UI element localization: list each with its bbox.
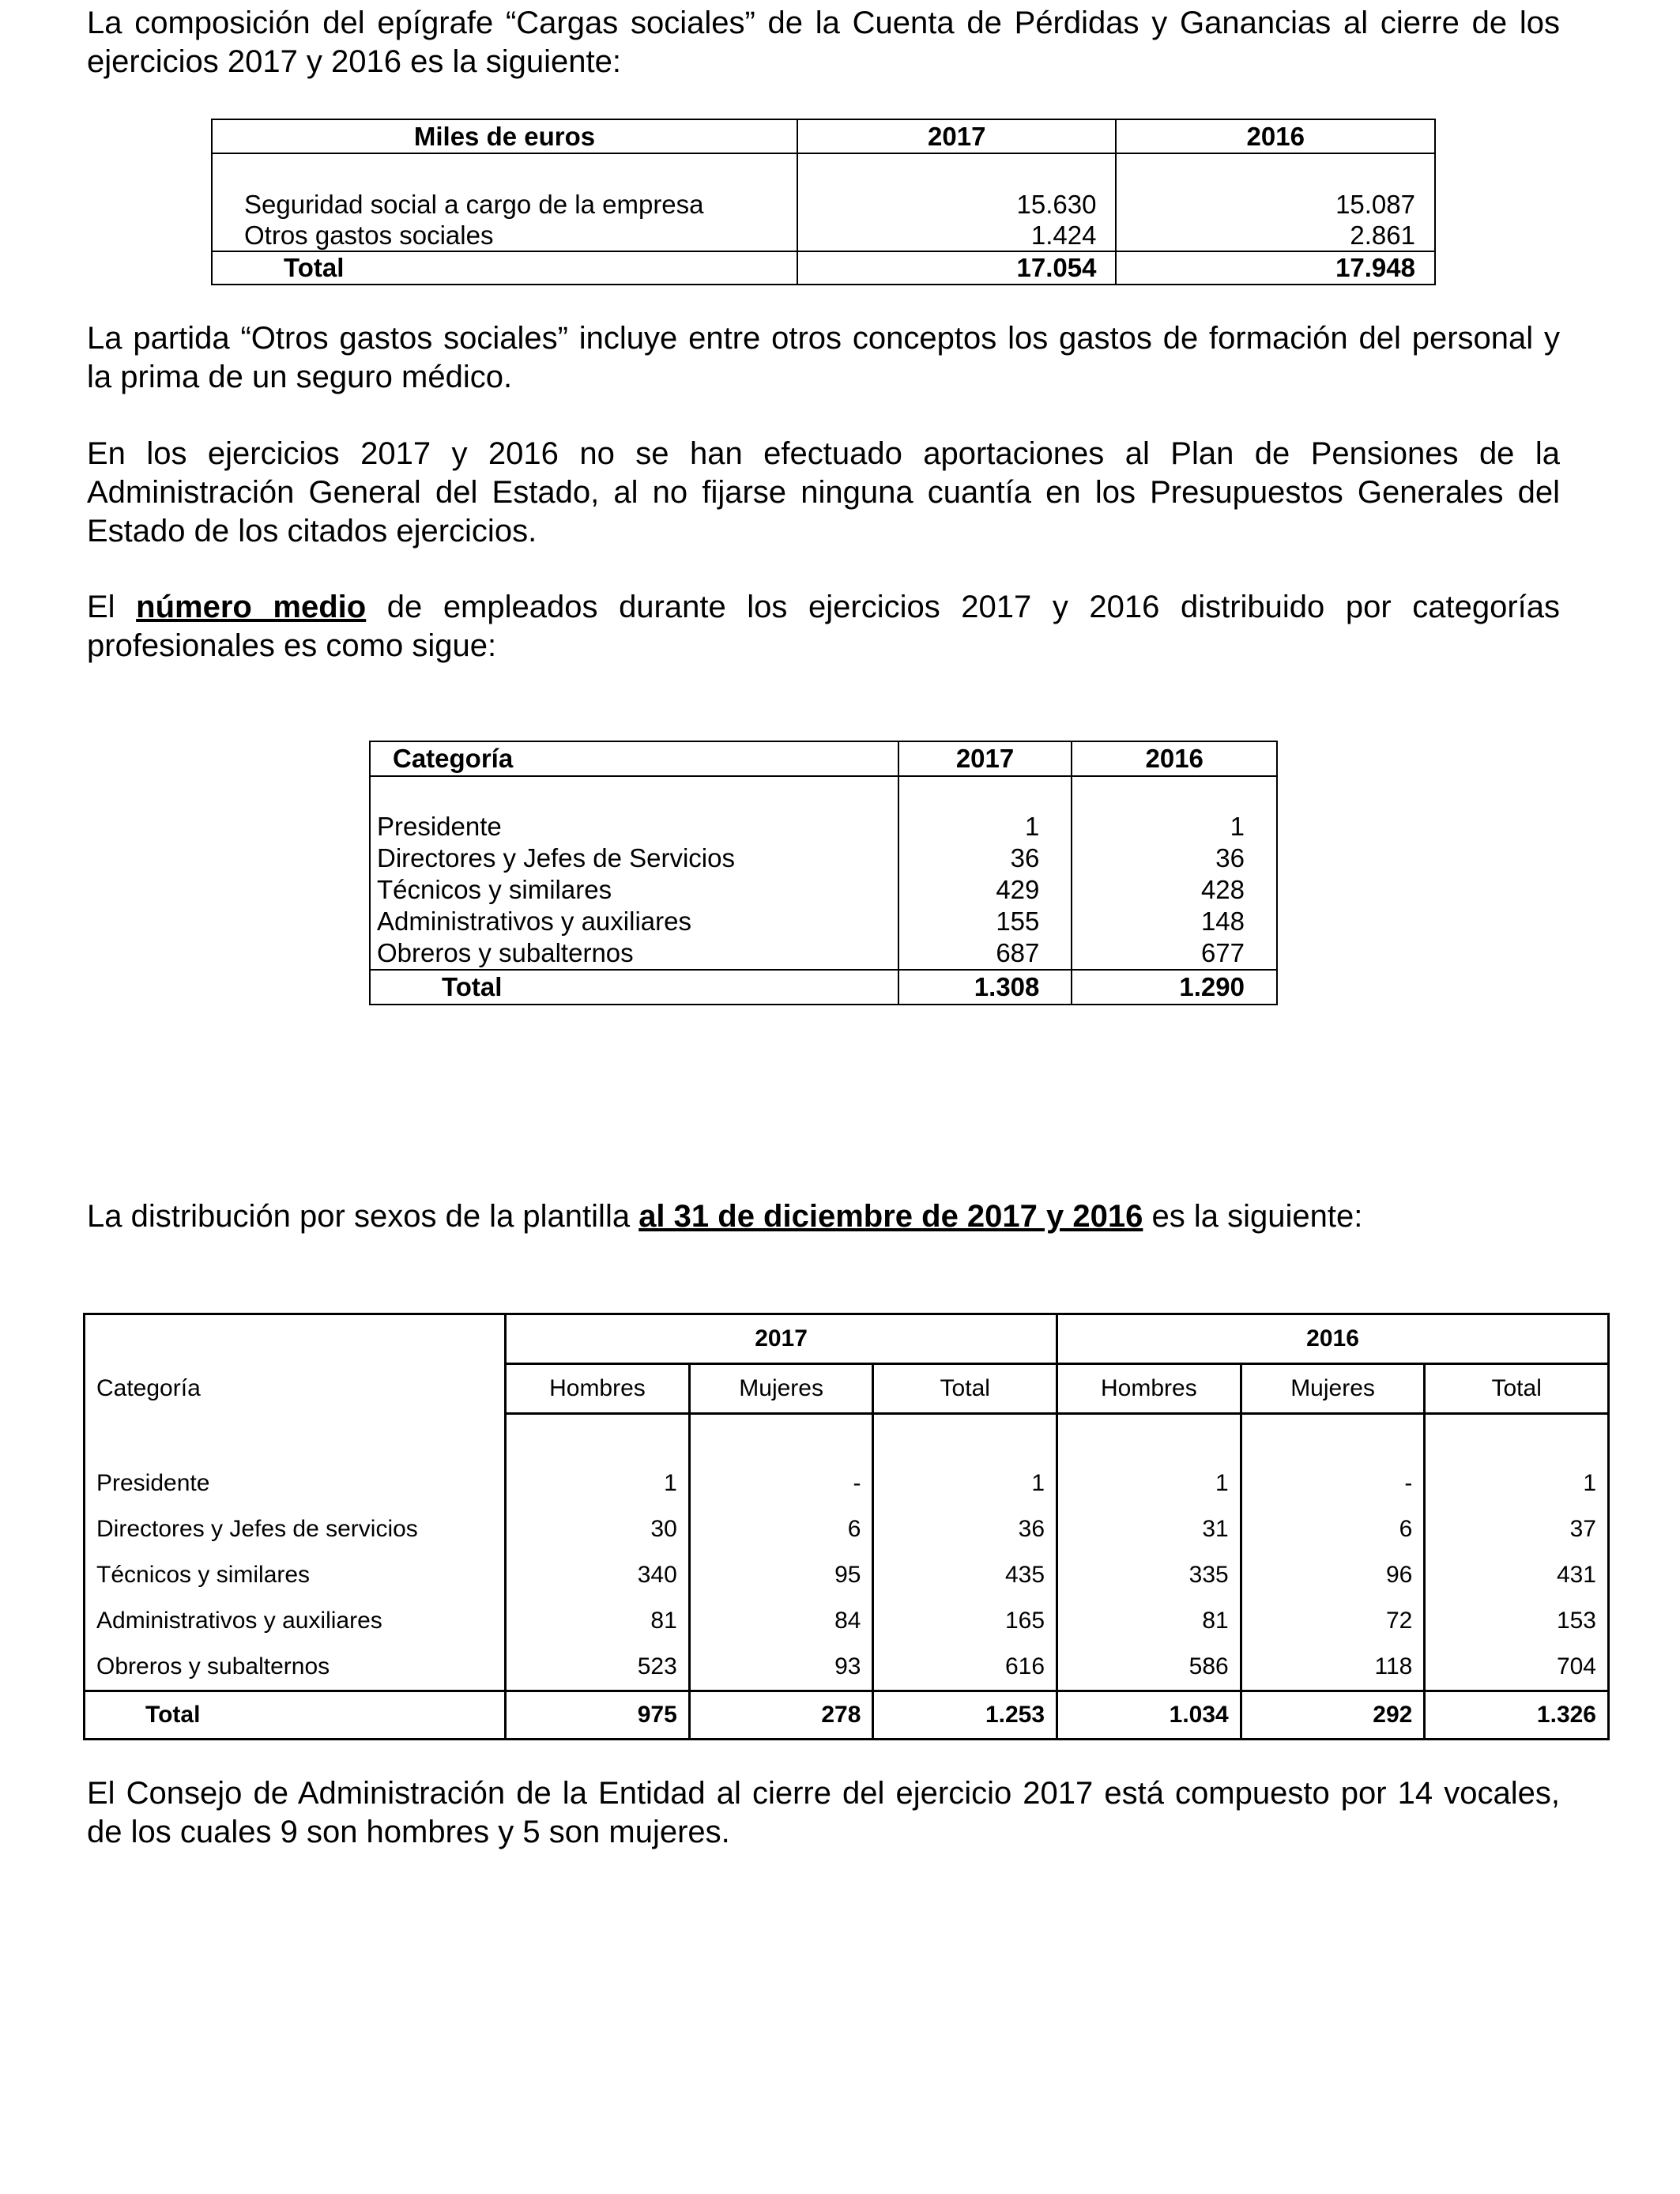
row-label: Otros gastos sociales (212, 220, 797, 251)
fecha-emphasis: al 31 de diciembre de 2017 y 2016 (638, 1199, 1143, 1234)
row-label: Directores y Jefes de Servicios (370, 843, 898, 874)
hombres-2016: 1 (1057, 1461, 1241, 1506)
value-2016: 15.087 (1116, 189, 1435, 220)
total-hombres-2016: 1.034 (1057, 1691, 1241, 1740)
hombres-2016: 31 (1057, 1506, 1241, 1552)
value-2016: 1 (1072, 811, 1277, 843)
total-total-2017: 1.253 (873, 1691, 1057, 1740)
mujeres-2017: 84 (689, 1598, 873, 1644)
total-2017: 616 (873, 1644, 1057, 1691)
table-row (370, 874, 1277, 906)
numero-medio-emphasis: número medio (136, 590, 367, 624)
total-2016: 431 (1425, 1552, 1609, 1598)
row-label: Obreros y subalternos (370, 937, 898, 970)
header-2017: 2017 (797, 119, 1116, 153)
otros-gastos-paragraph: La partida “Otros gastos sociales” incluye entre otros conceptos los gastos de formación del personal y la prima de un seguro médico. (87, 321, 1560, 394)
table-row (85, 1598, 1609, 1644)
value-2016: 36 (1072, 843, 1277, 874)
value-2017: 687 (898, 937, 1072, 970)
header-hombres-2016: Hombres (1057, 1364, 1241, 1414)
value-2016: 148 (1072, 906, 1277, 937)
table-row (85, 1644, 1609, 1691)
row-label: Seguridad social a cargo de la empresa (212, 189, 797, 220)
mujeres-2016: 72 (1241, 1598, 1425, 1644)
row-label: Obreros y subalternos (85, 1644, 506, 1691)
pensiones-paragraph: En los ejercicios 2017 y 2016 no se han efectuado aportaciones al Plan de Pensiones de la Administración General del Estado, al no fijarse ninguna cuantía en los Presupuestos Generales del Estado de los citados ejercicios. (87, 436, 1560, 548)
header-2017: 2017 (898, 741, 1072, 776)
total-mujeres-2016: 292 (1241, 1691, 1425, 1740)
total-2017: 36 (873, 1506, 1057, 1552)
mujeres-2017: - (689, 1461, 873, 1506)
mujeres-2016: 6 (1241, 1506, 1425, 1552)
intro-paragraph: La composición del epígrafe “Cargas sociales” de la Cuenta de Pérdidas y Ganancias al cierre de los ejercicios 2017 y 2016 es la siguiente: (87, 6, 1560, 79)
total-hombres-2017: 975 (506, 1691, 690, 1740)
header-mujeres-2017: Mujeres (689, 1364, 873, 1414)
total-2016: 153 (1425, 1598, 1609, 1644)
total-2016: 37 (1425, 1506, 1609, 1552)
mujeres-2017: 93 (689, 1644, 873, 1691)
total-2016: 17.948 (1116, 251, 1435, 285)
total-2017: 435 (873, 1552, 1057, 1598)
total-row (212, 251, 1435, 285)
row-label: Directores y Jefes de servicios (85, 1506, 506, 1552)
total-2016: 1 (1425, 1461, 1609, 1506)
total-2017: 1.308 (898, 970, 1072, 1005)
total-row (85, 1691, 1609, 1740)
value-2017: 15.630 (797, 189, 1116, 220)
mujeres-2016: 96 (1241, 1552, 1425, 1598)
value-2016: 2.861 (1116, 220, 1435, 251)
numero-medio-table (369, 741, 1278, 1005)
total-mujeres-2017: 278 (689, 1691, 873, 1740)
cargas-sociales-table (211, 119, 1436, 285)
hombres-2017: 1 (506, 1461, 690, 1506)
row-label: Técnicos y similares (85, 1552, 506, 1598)
header-year-2016: 2016 (1057, 1314, 1609, 1364)
total-2017: 165 (873, 1598, 1057, 1644)
header-total-2017: Total (873, 1364, 1057, 1414)
header-categoria: Categoría (370, 741, 898, 776)
header-2016: 2016 (1072, 741, 1277, 776)
hombres-2016: 586 (1057, 1644, 1241, 1691)
total-2016: 704 (1425, 1644, 1609, 1691)
table-row (370, 843, 1277, 874)
table-row (85, 1461, 1609, 1506)
value-2016: 677 (1072, 937, 1277, 970)
hombres-2017: 81 (506, 1598, 690, 1644)
table-row (212, 220, 1435, 251)
hombres-2016: 81 (1057, 1598, 1241, 1644)
distribucion-sexos-table (83, 1313, 1610, 1740)
hombres-2017: 340 (506, 1552, 690, 1598)
distribucion-sexos-paragraph: La distribución por sexos de la plantilla al 31 de diciembre de 2017 y 2016 es la siguiente: (87, 1199, 1363, 1234)
row-label: Administrativos y auxiliares (85, 1598, 506, 1644)
header-mujeres-2016: Mujeres (1241, 1364, 1425, 1414)
table-row (212, 189, 1435, 220)
mujeres-2017: 6 (689, 1506, 873, 1552)
consejo-paragraph: El Consejo de Administración de la Entidad al cierre del ejercicio 2017 está compuesto por 14 vocales, de los cuales 9 son hombres y 5 son mujeres. (87, 1776, 1560, 1849)
table-row (370, 811, 1277, 843)
total-2017: 1 (873, 1461, 1057, 1506)
value-2016: 428 (1072, 874, 1277, 906)
hombres-2016: 335 (1057, 1552, 1241, 1598)
header-hombres-2017: Hombres (506, 1364, 690, 1414)
numero-medio-paragraph: El número medio de empleados durante los ejercicios 2017 y 2016 distribuido por categorías profesionales es como sigue: (87, 590, 1560, 663)
row-label: Administrativos y auxiliares (370, 906, 898, 937)
header-2016: 2016 (1116, 119, 1435, 153)
hombres-2017: 30 (506, 1506, 690, 1552)
value-2017: 429 (898, 874, 1072, 906)
total-2017: 17.054 (797, 251, 1116, 285)
value-2017: 36 (898, 843, 1072, 874)
total-label: Total (370, 970, 898, 1005)
header-total-2016: Total (1425, 1364, 1609, 1414)
table-row (85, 1552, 1609, 1598)
table-row (370, 937, 1277, 970)
mujeres-2016: - (1241, 1461, 1425, 1506)
value-2017: 1 (898, 811, 1072, 843)
total-2016: 1.290 (1072, 970, 1277, 1005)
row-label: Técnicos y similares (370, 874, 898, 906)
row-label: Presidente (85, 1461, 506, 1506)
header-categoria: Categoría (85, 1364, 506, 1414)
row-label: Presidente (370, 811, 898, 843)
table-row (370, 906, 1277, 937)
mujeres-2017: 95 (689, 1552, 873, 1598)
hombres-2017: 523 (506, 1644, 690, 1691)
header-year-2017: 2017 (506, 1314, 1057, 1364)
total-total-2016: 1.326 (1425, 1691, 1609, 1740)
total-label: Total (85, 1691, 506, 1740)
value-2017: 155 (898, 906, 1072, 937)
mujeres-2016: 118 (1241, 1644, 1425, 1691)
total-label: Total (212, 251, 797, 285)
table-row (85, 1506, 1609, 1552)
total-row (370, 970, 1277, 1005)
header-miles-euros: Miles de euros (212, 119, 797, 153)
value-2017: 1.424 (797, 220, 1116, 251)
